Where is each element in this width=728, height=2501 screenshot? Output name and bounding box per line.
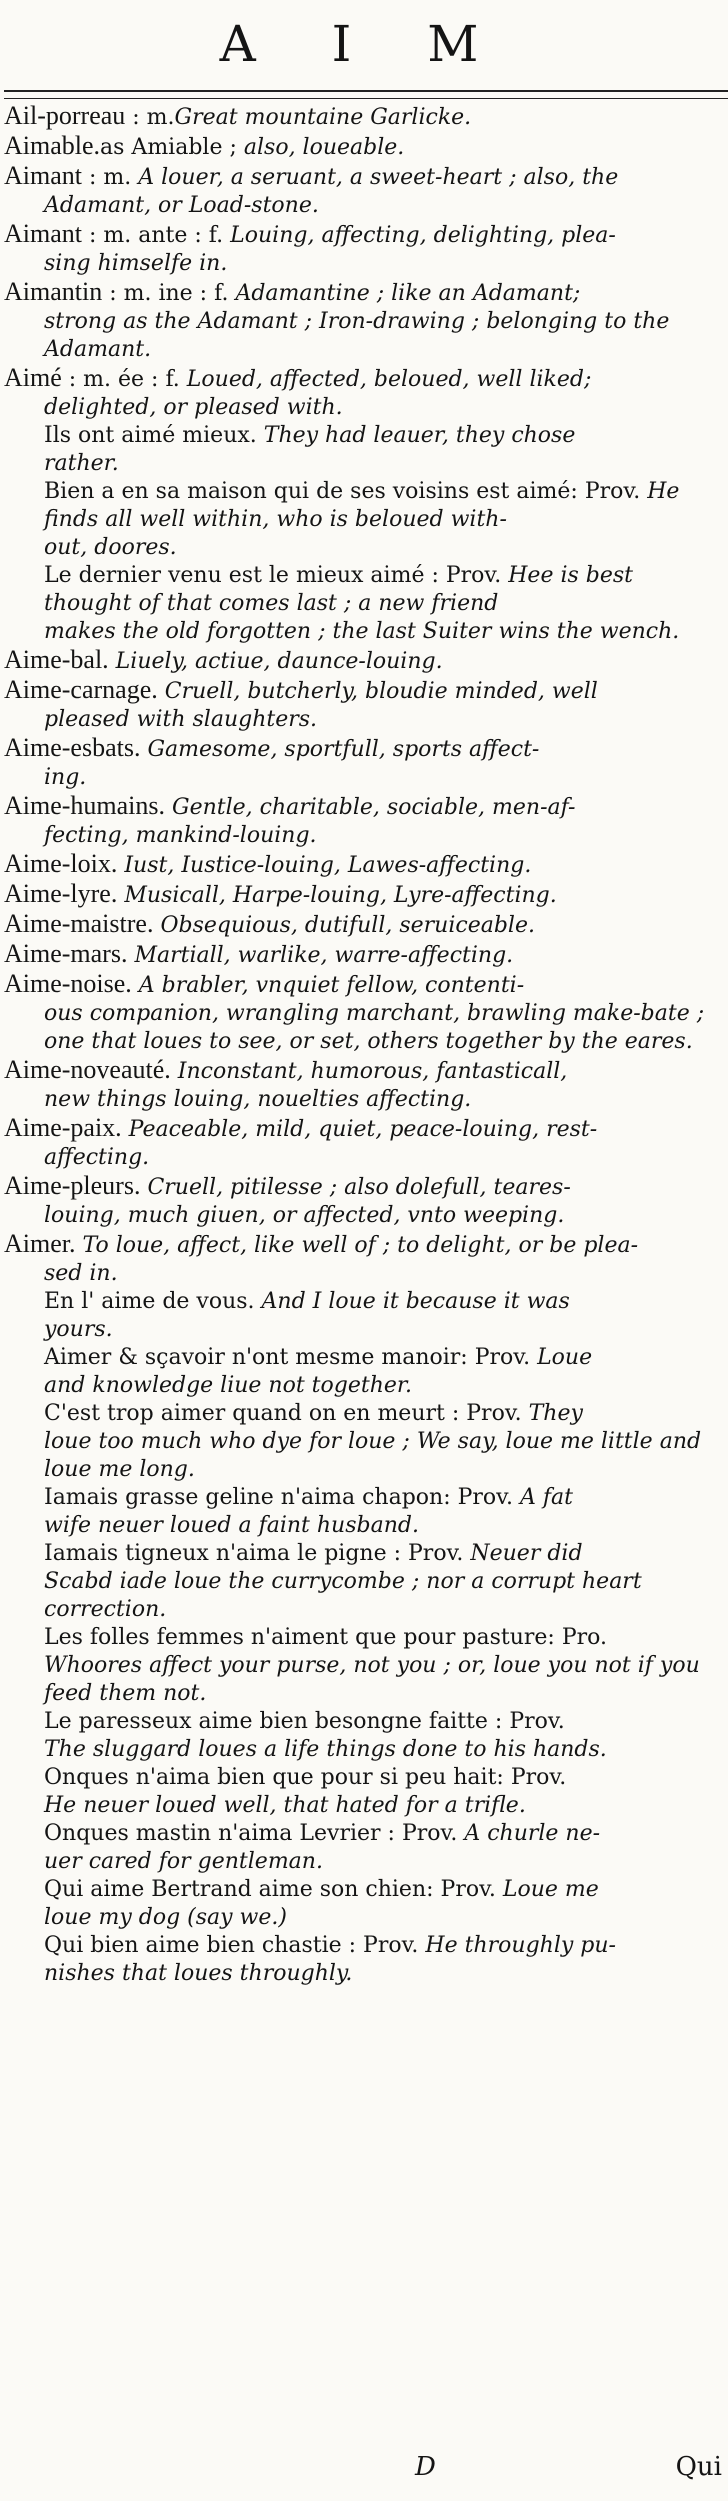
entry-definition: Loued, affected, beloued, well liked;: [179, 367, 592, 392]
entry-grammar: Onques mastin n'aima Levrier : Prov.: [44, 1821, 458, 1846]
entry-definition: A louer, a seruant, a sweet-heart ; also, the: [131, 165, 619, 190]
entry-definition: And I loue it because it was: [254, 1289, 570, 1314]
dictionary-entry: [4, 562, 724, 646]
entry-continuation: new things louing, nouelties affecting.: [44, 1087, 472, 1112]
page-header: A I M: [219, 15, 509, 73]
entry-definition: also, loueable.: [236, 135, 405, 160]
entry-definition: Cruell, pitilesse ; also dolefull, teares-: [140, 1175, 571, 1200]
entry-continuation: rather.: [44, 451, 119, 476]
entry-grammar: Onques n'aima bien que pour si peu hait: Prov.: [44, 1765, 567, 1790]
dictionary-entry: [4, 364, 724, 422]
entry-headword: Aime-carnage.: [4, 675, 158, 704]
entry-grammar: : m.: [82, 165, 132, 190]
entry-continuation: yours.: [44, 1317, 113, 1342]
entry-definition: Inconstant, humorous, fantasticall,: [170, 1059, 568, 1084]
page-footer: [0, 2452, 728, 2492]
entry-grammar: Qui bien aime bien chastie : Prov.: [44, 1933, 419, 1958]
entry-grammar: Le paresseux aime bien besongne faitte : Prov.: [44, 1709, 565, 1734]
entry-continuation: fecting, mankind-louing.: [44, 823, 317, 848]
entry-headword: Aime-esbats.: [4, 733, 141, 762]
entry-headword: Aime-pleurs.: [4, 1171, 141, 1200]
dictionary-entry: [4, 910, 724, 940]
entry-definition: To loue, affect, like well of ; to delight, or be plea-: [75, 1233, 639, 1258]
entry-definition: A churle ne-: [457, 1821, 601, 1846]
dictionary-entry: [4, 1820, 724, 1876]
dictionary-entry: [4, 162, 724, 220]
entry-continuation: delighted, or pleased with.: [44, 395, 343, 420]
dictionary-entry: [4, 1400, 724, 1484]
entry-definition: He finds all well within, who is beloued with-: [44, 479, 680, 532]
entry-definition: He throughly pu-: [418, 1933, 616, 1958]
entry-definition: Peaceable, mild, quiet, peace-louing, rest-: [121, 1117, 598, 1142]
entry-definition: They had leauer, they chose: [256, 423, 576, 448]
dictionary-entry: [4, 1708, 724, 1764]
entry-headword: Aimable.: [4, 131, 101, 160]
entry-grammar: : m. ine : f.: [102, 281, 229, 306]
entry-headword: Aime-mars.: [4, 939, 128, 968]
entry-grammar: as Amiable ;: [100, 135, 237, 160]
entry-headword: Aime-noveauté.: [4, 1055, 171, 1084]
entry-grammar: Iamais tigneux n'aima le pigne : Prov.: [44, 1541, 464, 1566]
entry-continuation: sing himselfe in.: [44, 251, 228, 276]
entry-definition: Cruell, butcherly, bloudie minded, well: [157, 679, 598, 704]
dictionary-entry: [4, 1288, 724, 1344]
entry-continuation: ous companion, wrangling marchant, brawling make-bate ; one that loues to see, or set, others together by the eares.: [44, 1001, 705, 1054]
signature-mark: D: [415, 2452, 436, 2482]
dictionary-entry: [4, 850, 724, 880]
entry-continuation: pleased with slaughters.: [44, 707, 318, 732]
entry-continuation: wife neuer loued a faint husband.: [44, 1513, 419, 1538]
entry-headword: Aime-lyre.: [4, 879, 118, 908]
entry-continuation: Scabd iade loue the currycombe ; nor a corrupt heart correction.: [44, 1569, 642, 1622]
dictionary-entry: [4, 1114, 724, 1172]
entry-definition: Adamantine ; like an Adamant;: [228, 281, 581, 306]
entry-grammar: Iamais grasse geline n'aima chapon: Prov.: [44, 1485, 513, 1510]
entry-headword: Aimant: [4, 219, 82, 248]
dictionary-entry: [4, 1764, 724, 1820]
entry-definition: Loue me: [495, 1877, 599, 1902]
entry-grammar: : m. ée : f.: [61, 367, 180, 392]
entry-grammar: Qui aime Bertrand aime son chien: Prov.: [44, 1877, 496, 1902]
entry-definition: Great mountaine Garlicke.: [174, 105, 472, 130]
entry-definition: Liuely, actiue, daunce-louing.: [108, 649, 443, 674]
entry-headword: Aimant: [4, 161, 82, 190]
catchword: Qui: [675, 2452, 722, 2482]
dictionary-entry: [4, 478, 724, 562]
dictionary-entry: [4, 132, 724, 162]
entry-continuation: The sluggard loues a life things done to his hands.: [44, 1737, 607, 1762]
dictionary-entry: [4, 220, 724, 278]
entry-definition: A brabler, vnquiet fellow, contenti-: [131, 973, 525, 998]
entry-continuation: nishes that loues throughly.: [44, 1961, 353, 1986]
dictionary-entry: [4, 970, 724, 1056]
dictionary-entry: [4, 880, 724, 910]
entry-headword: Aime-humains.: [4, 791, 166, 820]
dictionary-entry: [4, 940, 724, 970]
entry-grammar: En l' aime de vous.: [44, 1289, 255, 1314]
dictionary-entry: [4, 1344, 724, 1400]
entry-headword: Aimantin: [4, 277, 103, 306]
entry-grammar: : m.: [125, 105, 175, 130]
entry-definition: Iust, Iustice-louing, Lawes-affecting.: [117, 853, 532, 878]
entry-headword: Aimer.: [4, 1229, 76, 1258]
entry-definition: Hee is best thought of that comes last ; a new friend: [44, 563, 634, 616]
entry-definition: A fat: [513, 1485, 573, 1510]
entry-continuation: uer cared for gentleman.: [44, 1849, 323, 1874]
entry-definition: Neuer did: [463, 1541, 583, 1566]
entry-grammar: : m. ante : f.: [82, 223, 224, 248]
entry-grammar: Bien a en sa maison qui de ses voisins est aimé: Prov.: [44, 479, 641, 504]
entry-continuation: sed in.: [44, 1261, 118, 1286]
header-rule: [4, 90, 728, 99]
entry-continuation: affecting.: [44, 1145, 150, 1170]
entry-continuation: loue too much who dye for loue ; We say, loue me little and loue me long.: [44, 1429, 702, 1482]
dictionary-entry: [4, 646, 724, 676]
entry-headword: Aime-loix.: [4, 849, 118, 878]
entry-continuation: makes the old forgotten ; the last Suiter wins the wench.: [44, 619, 680, 644]
entry-definition: Musicall, Harpe-louing, Lyre-affecting.: [117, 883, 557, 908]
entries-list: [4, 102, 724, 1988]
entry-grammar: Le dernier venu est le mieux aimé : Prov.: [44, 563, 502, 588]
dictionary-entry: [4, 278, 724, 364]
entry-definition: Obsequious, dutifull, seruiceable.: [153, 913, 535, 938]
entry-continuation: and knowledge liue not together.: [44, 1373, 412, 1398]
dictionary-entry: [4, 1056, 724, 1114]
entry-continuation: out, doores.: [44, 535, 177, 560]
entry-continuation: ing.: [44, 765, 87, 790]
entry-headword: Aime-bal.: [4, 645, 109, 674]
entry-definition: Gentle, charitable, sociable, men-af-: [165, 795, 576, 820]
dictionary-entry: [4, 1876, 724, 1932]
dictionary-entry: [4, 422, 724, 478]
entry-headword: Aime-paix.: [4, 1113, 122, 1142]
entry-grammar: C'est trop aimer quand on en meurt : Prov.: [44, 1401, 522, 1426]
entry-definition: They: [521, 1401, 583, 1426]
entry-grammar: Ils ont aimé mieux.: [44, 423, 257, 448]
dictionary-entry: [4, 1172, 724, 1230]
entry-definition: Gamesome, sportfull, sports affect-: [140, 737, 540, 762]
entry-continuation: loue my dog (say we.): [44, 1905, 287, 1930]
entry-continuation: louing, much giuen, or affected, vnto weeping.: [44, 1203, 565, 1228]
dictionary-entry: [4, 792, 724, 850]
dictionary-entry: [4, 1540, 724, 1624]
entry-grammar: Aimer & sçavoir n'ont mesme manoir: Prov.: [44, 1345, 531, 1370]
entry-definition: Martiall, warlike, warre-affecting.: [127, 943, 514, 968]
dictionary-entry: [4, 1230, 724, 1288]
dictionary-entry: [4, 102, 724, 132]
entry-definition: Loue: [530, 1345, 593, 1370]
entry-grammar: Les folles femmes n'aiment que pour pasture: Pro.: [44, 1625, 607, 1650]
dictionary-entry: [4, 1484, 724, 1540]
entry-continuation: He neuer loued well, that hated for a trifle.: [44, 1793, 526, 1818]
entry-headword: Ail-porreau: [4, 101, 126, 130]
dictionary-entry: [4, 676, 724, 734]
entry-definition: Louing, affecting, delighting, plea-: [223, 223, 616, 248]
entry-continuation: Whoores affect your purse, not you ; or, loue you not if you feed them not.: [44, 1653, 700, 1706]
entry-headword: Aime-maistre.: [4, 909, 154, 938]
entry-headword: Aime-noise.: [4, 969, 132, 998]
entry-continuation: strong as the Adamant ; Iron-drawing ; belonging to the Adamant.: [44, 309, 670, 362]
dictionary-entry: [4, 1932, 724, 1988]
entry-continuation: Adamant, or Load-stone.: [44, 193, 319, 218]
dictionary-entry: [4, 1624, 724, 1708]
dictionary-entry: [4, 734, 724, 792]
entry-headword: Aimé: [4, 363, 62, 392]
